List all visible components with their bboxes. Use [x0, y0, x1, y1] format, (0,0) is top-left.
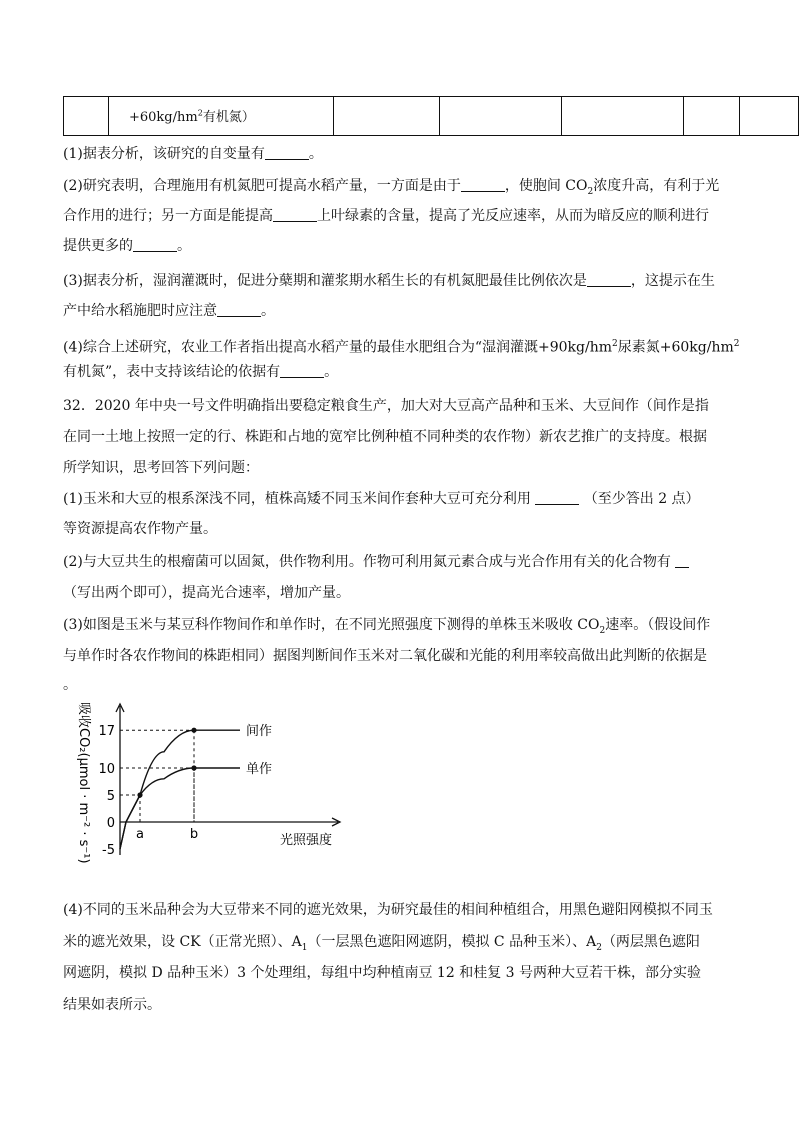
chart-ytick: 17: [98, 724, 115, 740]
q32-part3-line3: 。: [63, 677, 77, 693]
table-cell: [561, 96, 684, 136]
answer-blank: [461, 177, 505, 192]
q31-part4-line2: 有机氮”，表中支持该结论的依据有 。: [63, 364, 339, 380]
q32-part2-line1: (2)与大豆共生的根瘤菌可以固氮，供作物利用。作物可利用氮元素合成与光合作用有关的化合物有: [63, 547, 743, 577]
cell-text-tail: 有机氮）: [202, 110, 255, 125]
answer-blank: [535, 490, 579, 505]
answer-blank: [587, 272, 631, 287]
q32-part3-line2: 与单作时各农作物间的株距相同）据图判断间作玉米对二氧化碳和光能的利用率较高做出此判断的依据是: [63, 648, 707, 664]
answer-blank: [133, 237, 177, 252]
q31-part3-line2: 产中给水稻施肥时应注意 。: [63, 303, 275, 319]
q31-part2-line3: 提供更多的 。: [63, 238, 191, 254]
q31-part1: (1)据表分析，该研究的自变量有 。: [63, 146, 323, 162]
cell-sup: 2: [197, 108, 203, 118]
answer-blank: [280, 363, 324, 378]
q32-part4-line2: 米的遮光效果，设 CK（正常光照）、$A_1$（一层黑色遮阳网遮阴，模拟 C 品种玉米）、$A_2$（两层黑色遮阳: [63, 934, 700, 953]
q31-part3-line1: (3)据表分析，湿润灌溉时，促进分蘖期和灌浆期水稻生长的有机氮肥最佳比例依次是 ，这提示在生: [63, 273, 715, 289]
series-label-intercrop: 间作: [246, 724, 273, 740]
q32-intro-line1: 32．2020 年中央一号文件明确指出要稳定粮食生产，加大对大豆高产品种和玉米、大豆间作（间作是指: [63, 398, 709, 414]
table-cell-treatment: [108, 96, 334, 136]
data-point: [137, 792, 142, 797]
chart-xtick: a: [136, 827, 144, 842]
table-cell: [439, 96, 562, 136]
table-cell: [333, 96, 440, 136]
chart-ytick: -5: [102, 843, 115, 858]
q32-part4-line3: 网遮阴，模拟 D 品种玉米）3 个处理组，每组中均种植南豆 12 和桂复 3 号两种大豆若干株，部分实验: [63, 965, 702, 981]
q32-part1-line2: 等资源提高农作物产量。: [63, 521, 217, 537]
q32-part3-line1: (3)如图是玉米与某豆科作物间作和单作时，在不同光照强度下测得的单株玉米吸收 $CO_2$速率。（假设间作: [63, 617, 711, 636]
answer-blank: [265, 145, 309, 160]
answer-blank: [273, 207, 317, 222]
co2-absorption-chart: [70, 700, 370, 884]
q32-part4-line1: (4)不同的玉米品种会为大豆带来不同的遮光效果，为研究最佳的相间种植组合，用黑色避阳网模拟不同玉: [63, 902, 713, 918]
data-point: [191, 728, 196, 733]
chart-ytick: 10: [98, 762, 115, 777]
q31-part4-line1: (4)综合上述研究，农业工作者指出提高水稻产量的最佳水肥组合为“湿润灌溉$+90kg/hm^2$尿素氮$+60kg/hm^2$: [63, 339, 740, 356]
table-cell: [683, 96, 740, 136]
chart-xtick: b: [189, 827, 199, 842]
chart-ylabel: 吸收CO₂(μmol · m⁻² · s⁻¹): [76, 702, 91, 864]
chart-xlabel: 光照强度: [280, 833, 333, 848]
data-table-fragment: [63, 96, 737, 138]
q32-part1-line1: (1)玉米和大豆的根系深浅不同，植株高矮不同玉米间作套种大豆可充分利用 （至少答出 2 点）: [63, 491, 700, 507]
q32-intro-line3: 所学知识，思考回答下列问题：: [63, 460, 259, 476]
chart-svg: [70, 700, 370, 880]
series-label-monocrop: 单作: [246, 762, 273, 777]
chart-ytick: 0: [106, 816, 115, 831]
cell-text: +60kg/hm: [129, 110, 198, 125]
table-cell: [63, 96, 109, 136]
q32-part4-line4: 结果如表所示。: [63, 997, 161, 1013]
answer-blank: [675, 553, 689, 568]
table-cell: [739, 96, 799, 136]
q32-part2-line2: （写出两个即可），提高光合速率，增加产量。: [63, 585, 350, 601]
q32-intro-line2: 在同一土地上按照一定的行、株距和占地的宽窄比例种植不同种类的农作物）新农艺推广的支持度。根据: [63, 429, 707, 445]
q31-part2-line1: (2)研究表明，合理施用有机氮肥可提高水稻产量，一方面是由于 ，使胞间 $CO_2$浓度升高，有利于光: [63, 178, 720, 197]
data-point: [191, 765, 196, 770]
q31-part2-line2: 合作用的进行；另一方面是能提高 上叶绿素的含量，提高了光反应速率，从而为暗反应的顺利进行: [63, 208, 709, 224]
answer-blank: [217, 302, 261, 317]
chart-ytick: 5: [106, 789, 115, 804]
